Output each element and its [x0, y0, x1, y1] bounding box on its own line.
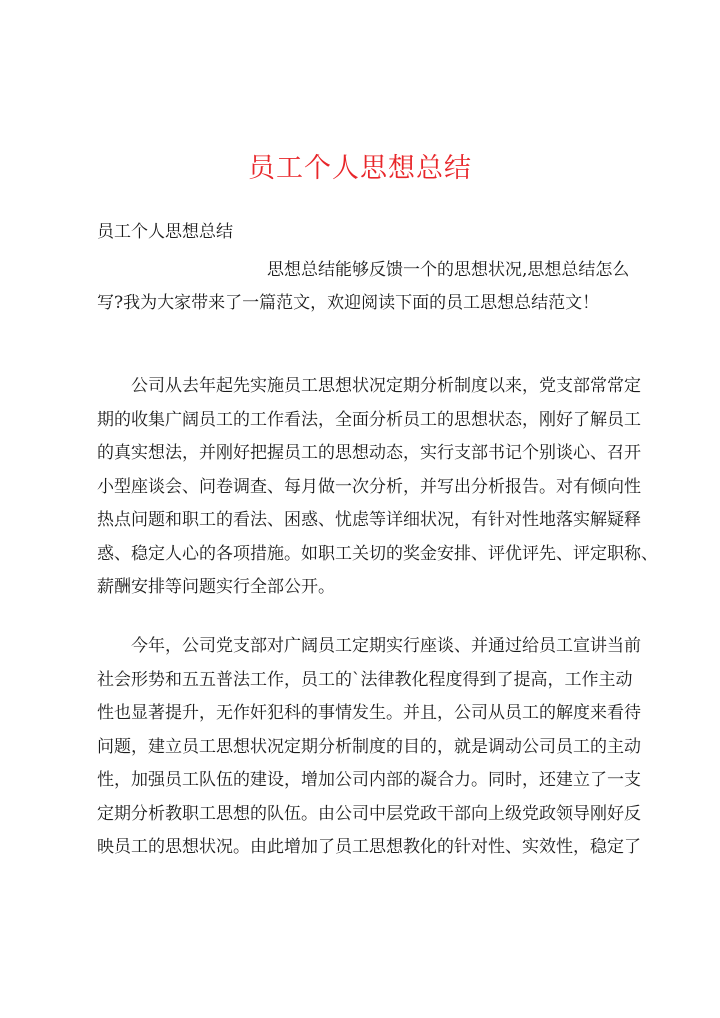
paragraph-line: 问题，建立员工思想状况定期分析制度的目的，就是调动公司员工的主动 [97, 736, 641, 757]
paragraph-line: 热点问题和职工的看法、困惑、忧虑等详细状况，有针对性地落实解疑释 [97, 510, 641, 530]
paragraph-line: 薪酬安排等问题实行全部公开。 [97, 577, 335, 597]
intro-line: 写?我为大家带来了一篇范文，欢迎阅读下面的员工思想总结范文！ [97, 293, 600, 313]
intro-line: 思想总结能够反馈一个的思想状况,思想总结怎么 [267, 260, 630, 280]
paragraph-line: 社会形势和五五普法工作，员工的`法律教化程度得到了提高，工作主动 [97, 669, 633, 690]
body-paragraph-2 [97, 634, 641, 869]
paragraph-line: 惑、稳定人心的各项措施。如职工关切的奖金安排、评优评先、评定职称、 [97, 543, 658, 564]
document-subtitle: 员工个人思想总结 [97, 222, 233, 242]
paragraph-line: 小型座谈会、问卷调查、每月做一次分析，并写出分析报告。对有倾向性 [97, 476, 641, 497]
paragraph-line: 性也显著提升，无作奸犯科的事情发生。并且，公司从员工的解度来看待 [97, 703, 641, 723]
document-title: 员工个人思想总结 [248, 153, 472, 184]
paragraph-line: 今年，公司党支部对广阔员工定期实行座谈、并通过给员工宣讲当前 [131, 636, 641, 656]
paragraph-line: 性，加强员工队伍的建设，增加公司内部的凝合力。同时，还建立了一支 [97, 770, 641, 790]
paragraph-line: 的真实想法，并刚好把握员工的思想动态，实行支部书记个别谈心、召开 [97, 443, 641, 463]
paragraph-line: 映员工的思想状况。由此增加了员工思想教化的针对性、实效性，稳定了 [97, 837, 641, 857]
paragraph-line: 公司从去年起先实施员工思想状况定期分析制度以来，党支部常常定 [131, 376, 641, 396]
intro-paragraph [97, 258, 637, 324]
paragraph-line: 定期分析教职工思想的队伍。由公司中层党政干部向上级党政领导刚好反 [97, 803, 641, 824]
body-paragraph-1 [97, 374, 658, 609]
paragraph-line: 期的收集广阔员工的工作看法，全面分析员工的思想状态，刚好了解员工 [97, 409, 641, 430]
